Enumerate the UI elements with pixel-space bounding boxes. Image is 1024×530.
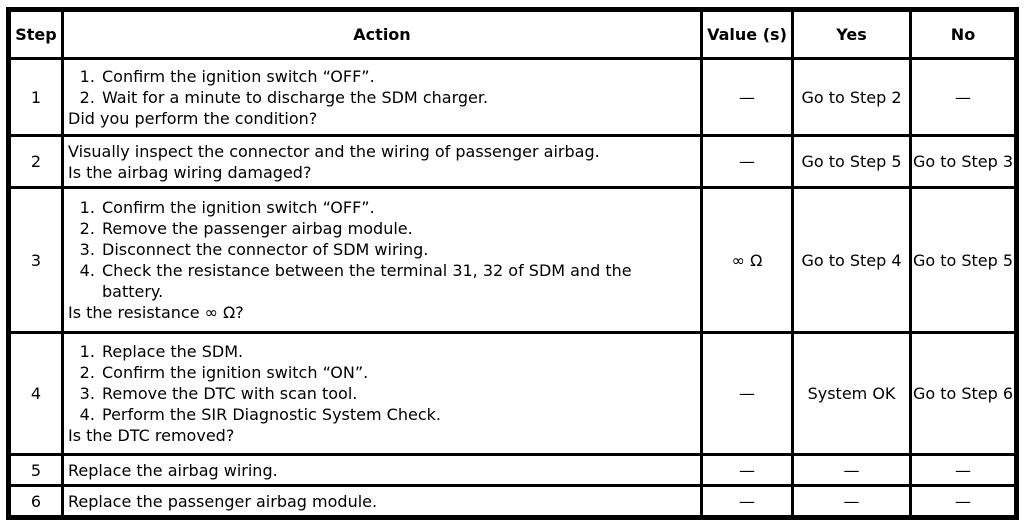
table-row: [11, 60, 1014, 134]
yes-cell: —: [794, 487, 909, 515]
action-item: 4. Check the resistance between the terminal 31, 32 of SDM and the battery.: [100, 260, 696, 302]
header-step: Step: [11, 12, 61, 57]
action-item: 3. Remove the DTC with scan tool.: [100, 383, 696, 404]
value-cell: ∞ Ω: [703, 189, 791, 331]
no-cell: —: [912, 60, 1014, 134]
action-line: Replace the passenger airbag module.: [68, 491, 378, 511]
action-cell: [64, 456, 700, 484]
action-cell: [64, 137, 700, 186]
action-item: 2. Remove the passenger airbag module.: [100, 218, 696, 239]
action-item: 4. Perform the SIR Diagnostic System Check.: [100, 404, 696, 425]
action-line: Replace the airbag wiring.: [68, 460, 278, 480]
no-cell: —: [912, 487, 1014, 515]
action-list: [68, 341, 696, 425]
step-number: 2: [11, 137, 61, 186]
table-row: [11, 334, 1014, 453]
yes-cell: Go to Step 4: [794, 189, 909, 331]
action-question: Is the airbag wiring damaged?: [68, 162, 312, 182]
action-cell: [64, 487, 700, 515]
no-cell: —: [912, 456, 1014, 484]
action-line: Visually inspect the connector and the wiring of passenger airbag.: [68, 141, 600, 161]
step-number: 1: [11, 60, 61, 134]
action-item: 2. Confirm the ignition switch “ON”.: [100, 362, 696, 383]
value-cell: —: [703, 60, 791, 134]
step-number: 5: [11, 456, 61, 484]
no-cell: Go to Step 6: [912, 334, 1014, 453]
table-row: [11, 189, 1014, 331]
action-cell: [64, 60, 700, 134]
no-cell: Go to Step 3: [912, 137, 1014, 186]
value-cell: —: [703, 456, 791, 484]
action-cell: [64, 334, 700, 453]
step-number: 6: [11, 487, 61, 515]
action-question: Is the DTC removed?: [68, 426, 235, 445]
header-value: Value (s): [703, 12, 791, 57]
action-item: 1. Confirm the ignition switch “OFF”.: [100, 66, 696, 87]
action-list: [68, 66, 696, 108]
yes-cell: Go to Step 2: [794, 60, 909, 134]
value-cell: —: [703, 334, 791, 453]
yes-cell: System OK: [794, 334, 909, 453]
table-row: [11, 456, 1014, 484]
yes-cell: Go to Step 5: [794, 137, 909, 186]
action-cell: [64, 189, 700, 331]
table-row: [11, 137, 1014, 186]
yes-cell: —: [794, 456, 909, 484]
value-cell: —: [703, 487, 791, 515]
action-item: 3. Disconnect the connector of SDM wiring.: [100, 239, 696, 260]
step-number: 4: [11, 334, 61, 453]
table-row: [11, 487, 1014, 515]
action-list: [68, 197, 696, 302]
header-action: Action: [64, 12, 700, 57]
value-cell: —: [703, 137, 791, 186]
header-no: No: [912, 12, 1014, 57]
step-number: 3: [11, 189, 61, 331]
diagnostic-table: [6, 7, 1019, 520]
action-item: 1. Replace the SDM.: [100, 341, 696, 362]
action-question: Is the resistance ∞ Ω?: [68, 303, 244, 322]
action-question: Did you perform the condition?: [68, 108, 318, 128]
action-item: 1. Confirm the ignition switch “OFF”.: [100, 197, 696, 218]
header-row: [11, 12, 1014, 57]
no-cell: Go to Step 5: [912, 189, 1014, 331]
diagnostic-table-container: [6, 7, 1019, 520]
action-item: 2. Wait for a minute to discharge the SDM charger.: [100, 87, 696, 108]
header-yes: Yes: [794, 12, 909, 57]
